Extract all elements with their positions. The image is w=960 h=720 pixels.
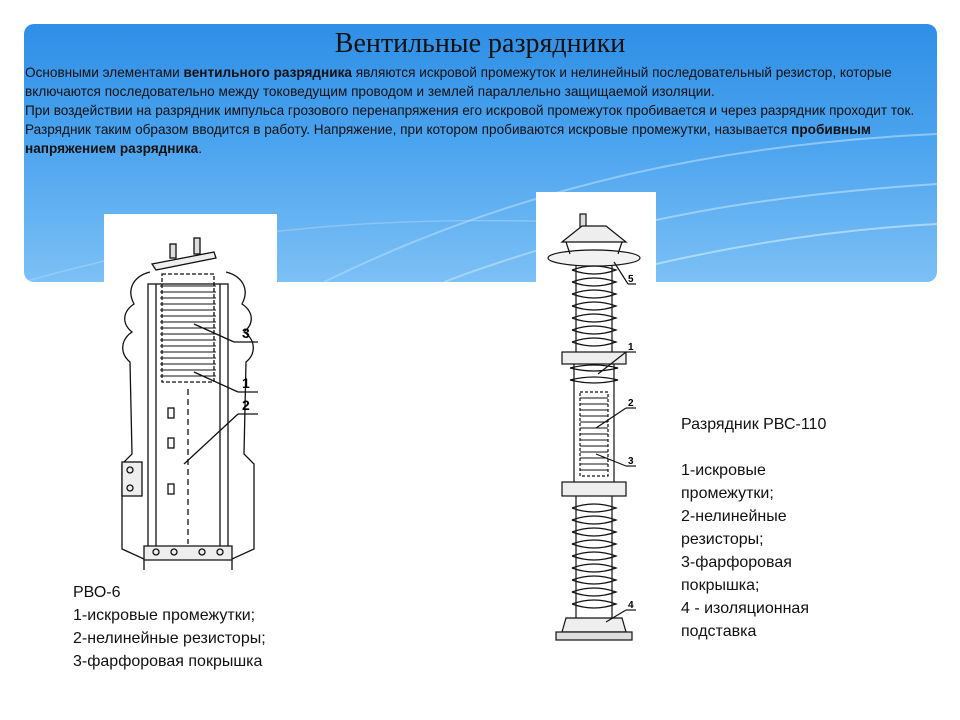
fig2-label-3: 3 [628,456,634,467]
rvo6-caption: РВО-6 1-искровые промежутки; 2-нелинейные резисторы; 3-фарфоровая покрышка [73,584,266,670]
rvs110-caption: Разрядник РВС-110 1-искровые промежутки; 2-нелинейные резисторы; 3-фарфоровая покрышка; 4 - изоляционная подставка [681,416,827,640]
fig2-label-4: 4 [628,600,634,611]
page-title: Вентильные разрядники [334,28,626,59]
fig1-label-3: 3 [242,325,250,341]
fig1-label-2: 2 [242,397,250,413]
intro-text: Основными элементами вентильного разрядника являются искровой промежуток и нелинейный последовательный резистор, которые включаются последовательно между токоведущим проводом и землей параллельно защищаемой изоляции. При воздействии на разрядник импульса грозового перенапряжения его искровой промежуток пробивается и через разрядник проходит ток. Разрядник таким образом вводится в работу. Напряжение, при котором пробиваются искровые промежутки, называется пробивным напряжением разрядника. [25,65,915,156]
fig1-label-1: 1 [242,375,250,391]
fig2-label-2: 2 [628,398,634,409]
fig2-label-1: 1 [628,342,634,353]
fig2-label-5: 5 [628,274,634,285]
rvo6-drawing [104,214,277,580]
rvs110-drawing [536,192,656,658]
